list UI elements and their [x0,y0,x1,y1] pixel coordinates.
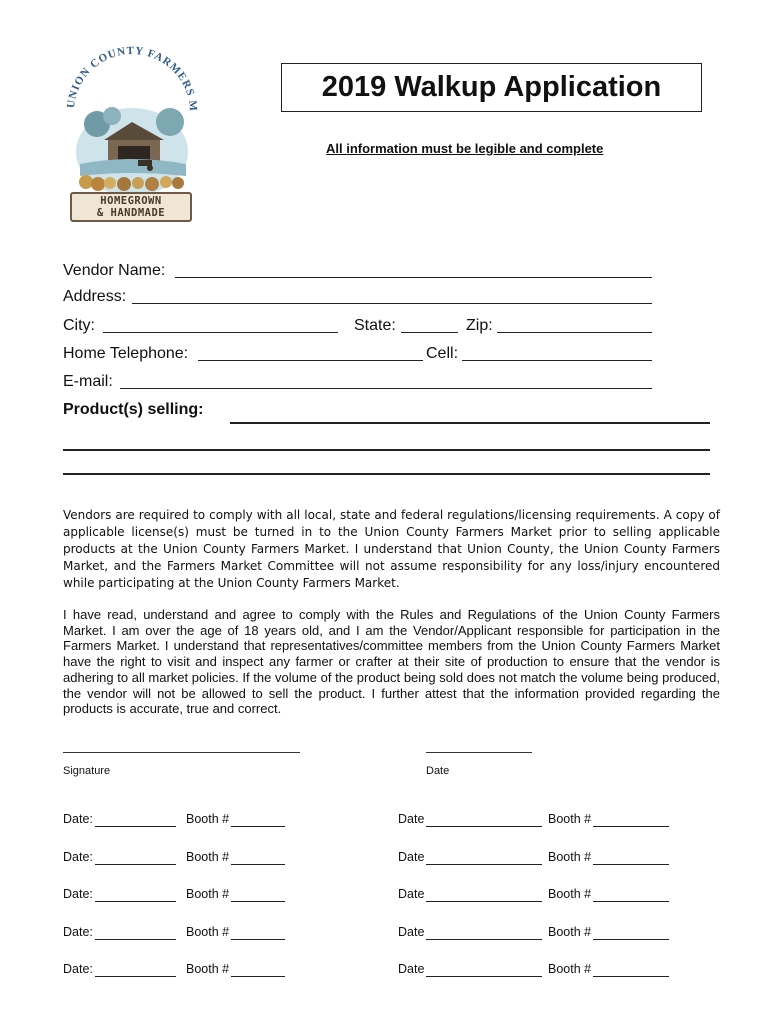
page-title: 2019 Walkup Application [281,63,702,112]
home-telephone-field[interactable] [198,360,423,361]
booking-row-3-right-date-label: Date [398,887,425,901]
logo-badge-line2: & HANDMADE [96,207,166,219]
booking-row-2-right-date-field[interactable] [426,864,542,865]
address-field[interactable] [132,303,652,304]
booking-row-3-left-date-field[interactable] [95,901,176,902]
home-telephone-label: Home Telephone: [63,345,189,362]
cell-field[interactable] [462,360,652,361]
cell-label: Cell: [426,345,459,362]
booking-row-2-left-booth-field[interactable] [231,864,285,865]
products-label: Product(s) selling: [63,401,204,418]
zip-field[interactable] [497,332,652,333]
booking-row-4-left-date-field[interactable] [95,939,176,940]
booking-row-4-left-booth-label: Booth # [186,925,230,939]
products-field-line-3[interactable] [63,473,710,475]
booking-row-4-left-date-label: Date: [63,925,93,939]
booking-row-2-right-booth-label: Booth # [548,850,592,864]
products-field-line-2[interactable] [63,449,710,451]
signature-line[interactable] [63,752,300,753]
booking-row-1-right-booth-label: Booth # [548,812,592,826]
email-label: E-mail: [63,373,113,390]
booking-row-5-left-booth-field[interactable] [231,976,285,977]
booking-row-4-right-date-label: Date [398,925,425,939]
booking-row-3-left-date-label: Date: [63,887,93,901]
booking-row-1-left-booth-field[interactable] [231,826,285,827]
email-field[interactable] [120,388,652,389]
booking-row-3-left-booth-label: Booth # [186,887,230,901]
booking-row-1-right-date-field[interactable] [426,826,542,827]
booking-row-5-right-booth-field[interactable] [593,976,669,977]
booking-row-2-left-date-field[interactable] [95,864,176,865]
logo-badge [70,192,192,222]
booking-row-5-left-date-label: Date: [63,962,93,976]
logo-arc-text: UNION COUNTY FARMERS M [65,44,200,113]
signature-date-line[interactable] [426,752,532,753]
booking-row-1-left-booth-label: Booth # [186,812,230,826]
booking-row-5-right-date-label: Date [398,962,425,976]
address-label: Address: [63,288,127,305]
state-field[interactable] [401,332,458,333]
booking-row-1-left-date-label: Date: [63,812,93,826]
booking-row-5-left-date-field[interactable] [95,976,176,977]
city-label: City: [63,317,95,334]
zip-label: Zip: [466,317,493,334]
booking-row-3-right-date-field[interactable] [426,901,542,902]
booking-row-2-right-booth-field[interactable] [593,864,669,865]
legibility-notice: All information must be legible and complete [326,141,604,156]
booking-row-2-left-date-label: Date: [63,850,93,864]
svg-text:UNION COUNTY FARMERS MARKET [52,42,199,112]
products-field-line-1[interactable] [230,422,710,424]
logo-badge-line1: HOMEGROWN [100,195,162,207]
booking-row-2-left-booth-label: Booth # [186,850,230,864]
state-label: State: [354,317,396,334]
vendor-name-field[interactable] [175,277,652,278]
agreement-paragraph: I have read, understand and agree to comply with the Rules and Regulations of the Union County Farmers Market. I am over the age of 18 years old, and I am the Vendor/Applicant responsible for participation in the Farmers Market. I understand that representatives/committee members from the Union County Farmers Market have the right to visit and inspect any farmer or crafter at their site of production to ensure that the vendor is adhering to all market policies. If the volume of the product being sold does not match the volume being produced, the vendor will not be allowed to sell the product. I further attest that the information provided regarding the products is accurate, true and correct. [63,607,720,717]
booking-row-4-left-booth-field[interactable] [231,939,285,940]
booking-row-4-right-date-field[interactable] [426,939,542,940]
booking-row-1-right-date-label: Date [398,812,425,826]
booking-row-1-left-date-field[interactable] [95,826,176,827]
compliance-paragraph: Vendors are required to comply with all local, state and federal regulations/licensing requirements. A copy of applicable license(s) must be turned in to the Union County Farmers Market prior to selling applicable products at the Union County Farmers Market. I understand that Union County, the Union County Farmers Market, and the Farmers Market Committee will not assume responsibility for any loss/injury encountered while participating at the Union County Farmers Market. [63,508,720,590]
booking-row-5-left-booth-label: Booth # [186,962,230,976]
vendor-name-label: Vendor Name: [63,262,166,279]
booking-row-3-right-booth-label: Booth # [548,887,592,901]
booking-row-4-right-booth-label: Booth # [548,925,592,939]
booking-row-3-left-booth-field[interactable] [231,901,285,902]
city-field[interactable] [103,332,338,333]
booking-row-5-right-booth-label: Booth # [548,962,592,976]
booking-row-3-right-booth-field[interactable] [593,901,669,902]
booking-row-4-right-booth-field[interactable] [593,939,669,940]
booking-row-5-right-date-field[interactable] [426,976,542,977]
signature-label: Signature [63,765,111,777]
booking-row-2-right-date-label: Date [398,850,425,864]
booking-row-1-right-booth-field[interactable] [593,826,669,827]
signature-date-label: Date [426,765,450,777]
